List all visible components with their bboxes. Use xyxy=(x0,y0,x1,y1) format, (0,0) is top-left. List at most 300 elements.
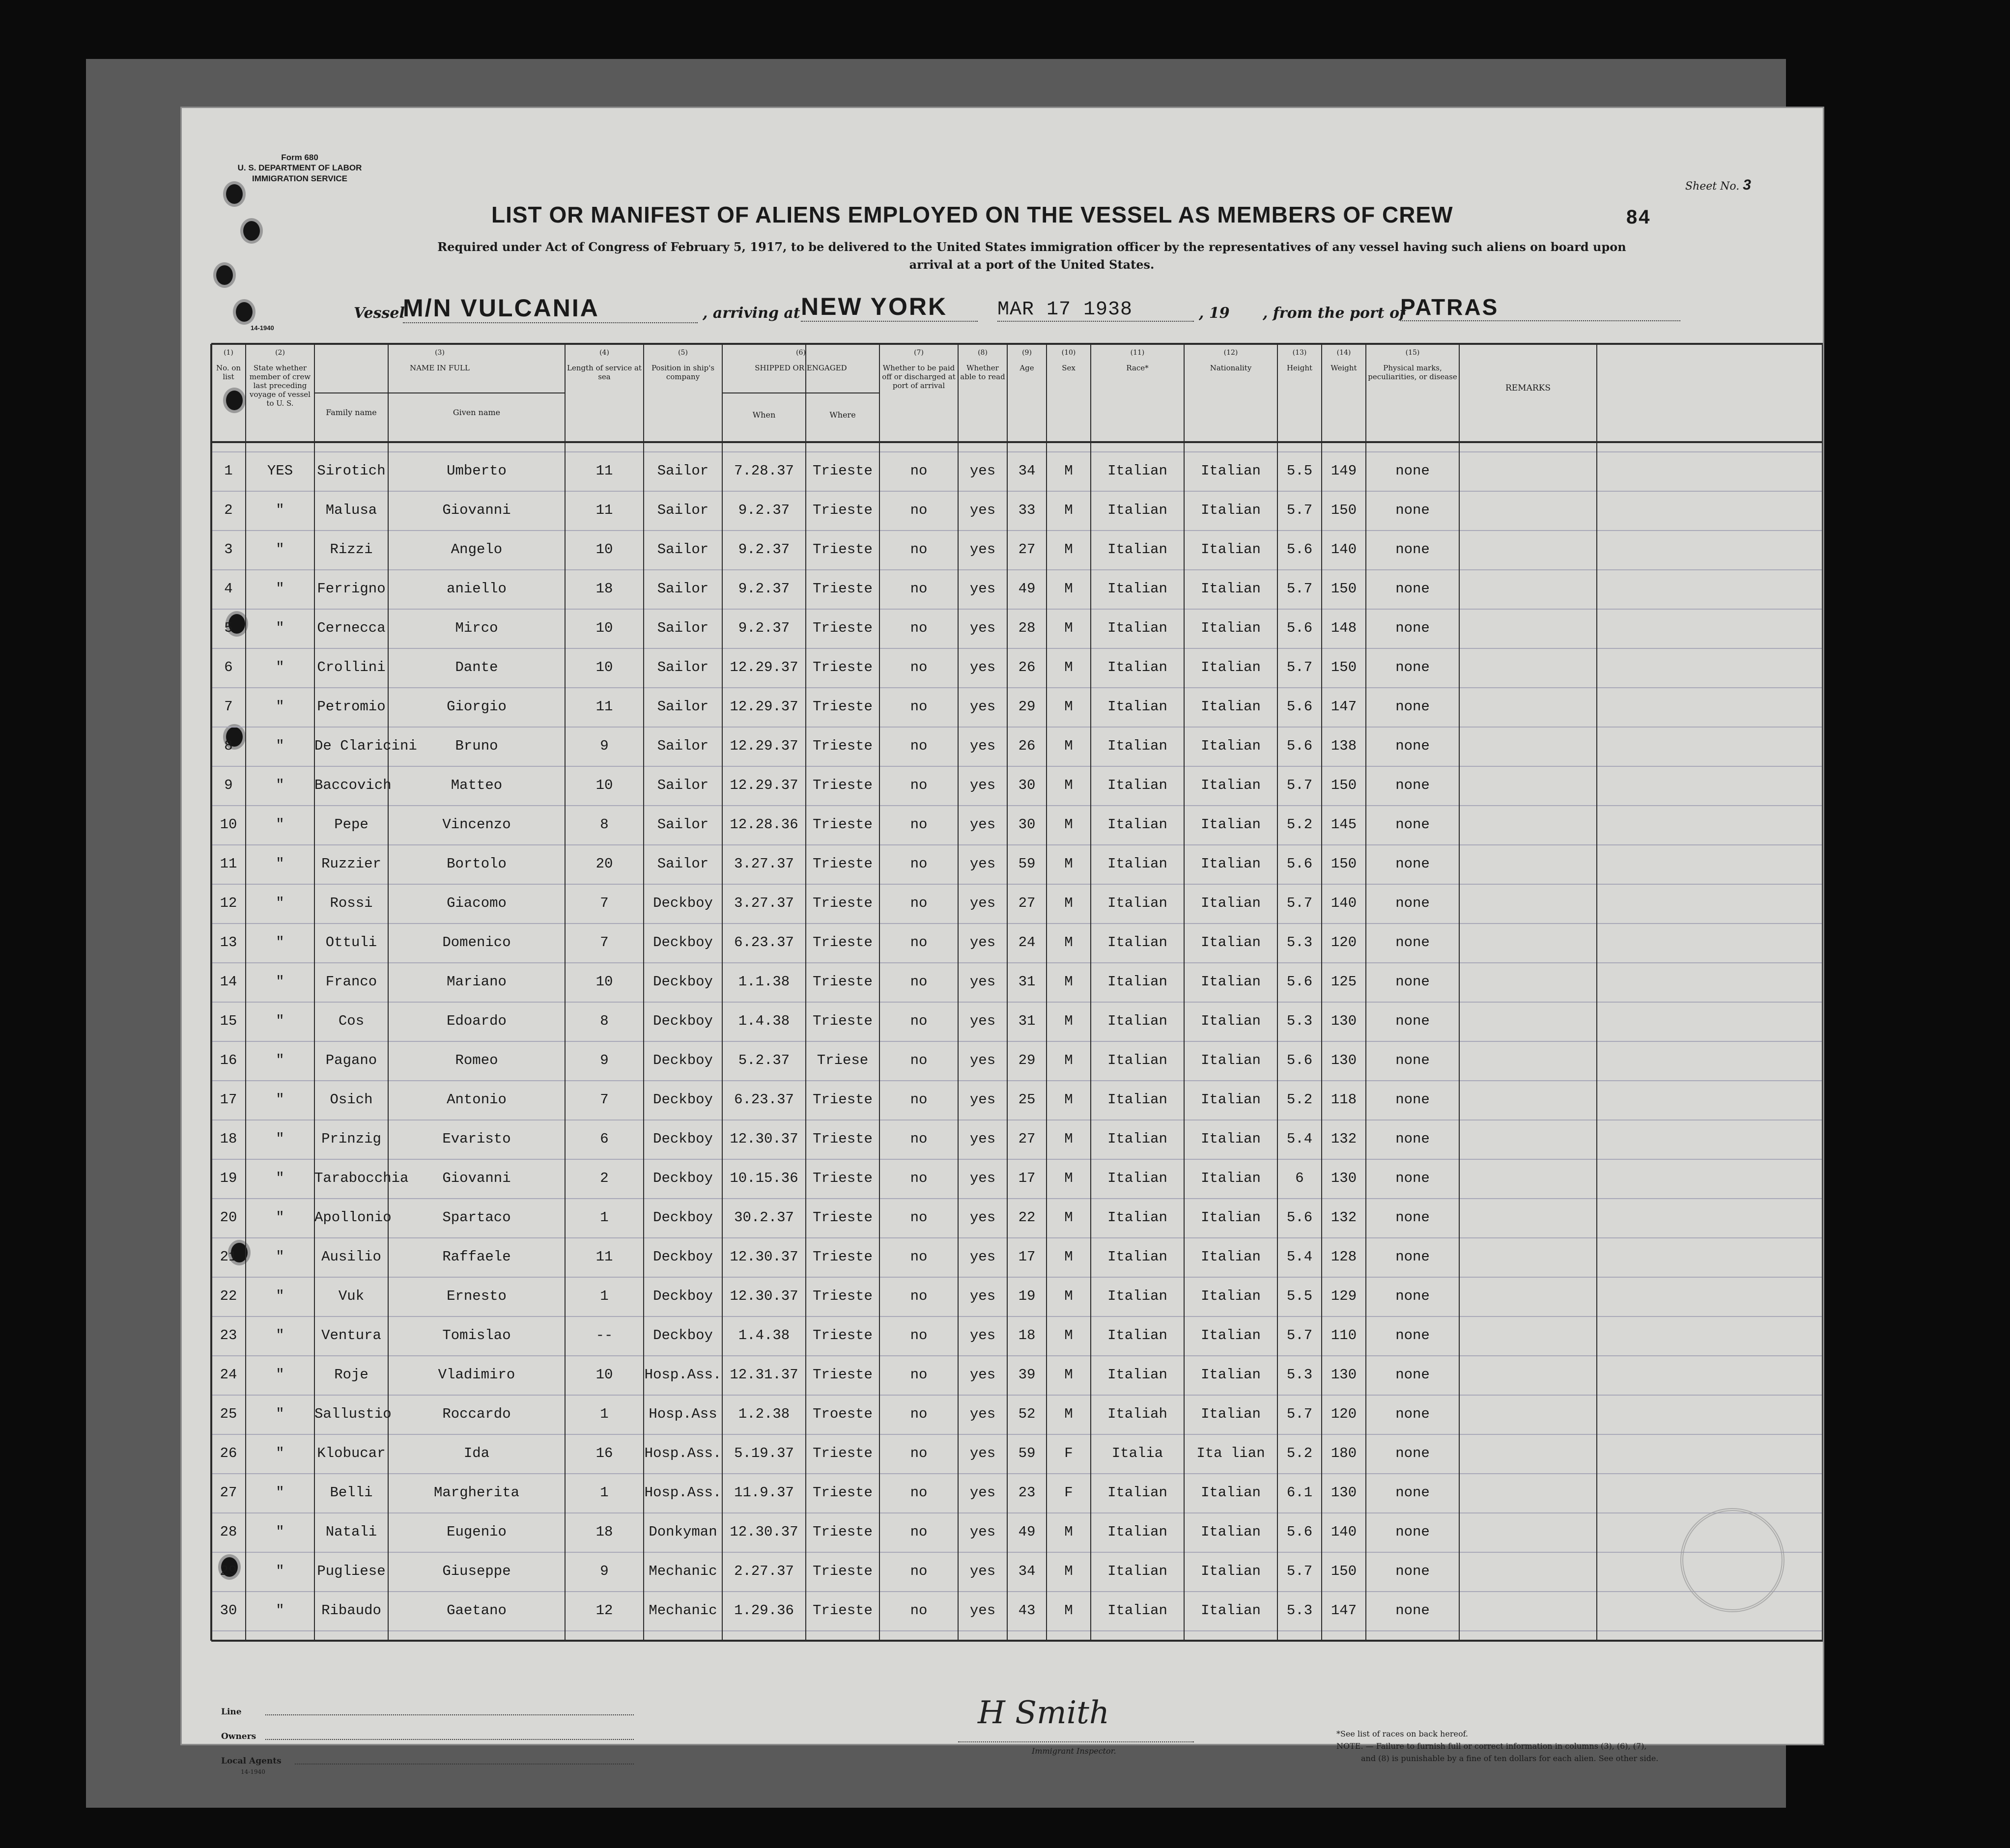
row-length-service: 10 xyxy=(595,974,613,990)
row-physical: none xyxy=(1395,1406,1430,1422)
row-physical: none xyxy=(1395,738,1430,754)
row-age: 17 xyxy=(1018,1170,1036,1186)
row-number: 5 xyxy=(224,620,233,636)
row-weight: 140 xyxy=(1331,1524,1357,1540)
row-where: Trieste xyxy=(813,895,873,911)
row-given-name: Mariano xyxy=(447,974,507,990)
row-given-name: Gaetano xyxy=(447,1602,507,1619)
row-height: 5.7 xyxy=(1286,1406,1313,1422)
row-where: Trieste xyxy=(813,502,873,518)
row-state: " xyxy=(276,1563,284,1579)
row-paid-off: no xyxy=(910,816,928,833)
row-paid-off: no xyxy=(910,1406,928,1422)
row-family-name: Ventura xyxy=(321,1327,381,1344)
row-weight: 147 xyxy=(1331,1602,1357,1619)
row-age: 59 xyxy=(1018,856,1036,872)
row-nationality: Italian xyxy=(1201,1092,1261,1108)
row-when: 11.9.37 xyxy=(734,1484,794,1501)
row-sex: M xyxy=(1064,463,1073,479)
row-paid-off: no xyxy=(910,1602,928,1619)
column-number: (9) xyxy=(1022,349,1032,357)
row-race: Italian xyxy=(1107,463,1167,479)
row-nationality: Italian xyxy=(1201,463,1261,479)
row-where: Trieste xyxy=(813,620,873,636)
row-weight: 130 xyxy=(1331,1484,1357,1501)
row-sex: M xyxy=(1064,738,1073,754)
row-family-name: De Claricini xyxy=(314,738,417,754)
row-where: Trieste xyxy=(813,463,873,479)
row-race: Italian xyxy=(1107,699,1167,715)
row-where: Triese xyxy=(817,1052,869,1068)
row-sex: M xyxy=(1064,699,1073,715)
page-number: 84 xyxy=(1626,206,1651,228)
row-when: 6.23.37 xyxy=(734,1092,794,1108)
row-weight: 149 xyxy=(1331,463,1357,479)
row-paid-off: no xyxy=(910,1288,928,1304)
races-note: *See list of races on back hereof. xyxy=(1336,1729,1469,1738)
crew-table xyxy=(182,108,1823,1744)
row-where: Troeste xyxy=(813,1406,873,1422)
row-paid-off: no xyxy=(910,1524,928,1540)
row-family-name: Petromio xyxy=(317,699,386,715)
row-race: Italian xyxy=(1107,1484,1167,1501)
row-position: Mechanic xyxy=(649,1602,717,1619)
row-sex: M xyxy=(1064,1524,1073,1540)
row-weight: 140 xyxy=(1331,541,1357,558)
row-age: 49 xyxy=(1018,1524,1036,1540)
row-family-name: Rizzi xyxy=(330,541,373,558)
inspection-stamp xyxy=(1680,1508,1784,1612)
row-physical: none xyxy=(1395,895,1430,911)
department: U. S. DEPARTMENT OF LABOR xyxy=(237,163,362,173)
row-race: Italian xyxy=(1107,1602,1167,1619)
row-when: 12.29.37 xyxy=(730,738,798,754)
row-number: 2 xyxy=(224,502,233,518)
row-number: 28 xyxy=(220,1524,237,1540)
column-number: (8) xyxy=(978,349,988,357)
row-state: " xyxy=(276,934,284,951)
row-position: Deckboy xyxy=(653,1288,713,1304)
row-when: 12.30.37 xyxy=(730,1131,798,1147)
row-family-name: Apollonio xyxy=(314,1209,392,1226)
row-race: Italian xyxy=(1107,1563,1167,1579)
row-when: 3.27.37 xyxy=(734,895,794,911)
row-number: 3 xyxy=(224,541,233,558)
header-height: Height xyxy=(1286,364,1313,372)
row-state: " xyxy=(276,541,284,558)
subtitle-line2: arrival at a port of the United States. xyxy=(909,257,1155,272)
row-state: " xyxy=(276,502,284,518)
vessel-label: Vessel xyxy=(354,305,405,322)
row-height: 5.6 xyxy=(1286,738,1313,754)
row-able-to-read: yes xyxy=(969,856,996,872)
row-paid-off: no xyxy=(910,620,928,636)
row-age: 26 xyxy=(1018,659,1036,675)
row-state: " xyxy=(276,1249,284,1265)
row-paid-off: no xyxy=(910,738,928,754)
row-where: Trieste xyxy=(813,581,873,597)
row-given-name: Ernesto xyxy=(447,1288,507,1304)
row-number: 9 xyxy=(224,777,233,793)
row-state: YES xyxy=(267,463,293,479)
row-height: 6 xyxy=(1295,1170,1304,1186)
row-physical: none xyxy=(1395,699,1430,715)
row-able-to-read: yes xyxy=(969,777,996,793)
row-race: Italian xyxy=(1107,777,1167,793)
row-position: Sailor xyxy=(657,777,709,793)
row-family-name: Sirotich xyxy=(317,463,386,479)
row-where: Trieste xyxy=(813,934,873,951)
row-given-name: Vincenzo xyxy=(442,816,511,833)
form-number: Form 680 xyxy=(281,153,318,162)
row-state: " xyxy=(276,659,284,675)
column-number: (11) xyxy=(1130,349,1145,357)
row-sex: M xyxy=(1064,1052,1073,1068)
row-family-name: Ausilio xyxy=(321,1249,381,1265)
service: IMMIGRATION SERVICE xyxy=(252,173,347,183)
row-height: 5.7 xyxy=(1286,581,1313,597)
row-length-service: 12 xyxy=(595,1602,613,1619)
row-height: 5.7 xyxy=(1286,777,1313,793)
row-when: 6.23.37 xyxy=(734,934,794,951)
row-where: Trieste xyxy=(813,659,873,675)
column-number: (4) xyxy=(599,349,609,357)
row-when: 12.30.37 xyxy=(730,1524,798,1540)
row-number: 27 xyxy=(220,1484,237,1501)
row-number: 25 xyxy=(220,1406,237,1422)
row-able-to-read: yes xyxy=(969,934,996,951)
row-when: 9.2.37 xyxy=(738,620,790,636)
row-where: Trieste xyxy=(813,699,873,715)
row-able-to-read: yes xyxy=(969,1170,996,1186)
row-physical: none xyxy=(1395,502,1430,518)
row-height: 5.7 xyxy=(1286,1563,1313,1579)
row-length-service: 18 xyxy=(595,581,613,597)
row-age: 22 xyxy=(1018,1209,1036,1226)
column-number: (15) xyxy=(1405,349,1420,357)
row-given-name: Raffaele xyxy=(442,1249,511,1265)
row-weight: 132 xyxy=(1331,1209,1357,1226)
row-sex: M xyxy=(1064,1367,1073,1383)
header-paid-off: Whether to be paid off or discharged at port of arrival xyxy=(882,364,956,390)
row-age: 31 xyxy=(1018,1013,1036,1029)
row-position: Sailor xyxy=(657,699,709,715)
row-where: Trieste xyxy=(813,1209,873,1226)
row-able-to-read: yes xyxy=(969,816,996,833)
row-sex: F xyxy=(1064,1445,1073,1461)
row-length-service: 2 xyxy=(600,1170,609,1186)
row-weight: 145 xyxy=(1331,816,1357,833)
row-position: Deckboy xyxy=(653,1131,713,1147)
row-where: Trieste xyxy=(813,1445,873,1461)
row-paid-off: no xyxy=(910,1209,928,1226)
row-age: 18 xyxy=(1018,1327,1036,1344)
row-age: 30 xyxy=(1018,816,1036,833)
row-sex: M xyxy=(1064,856,1073,872)
row-able-to-read: yes xyxy=(969,1131,996,1147)
row-race: Italian xyxy=(1107,581,1167,597)
row-height: 5.4 xyxy=(1286,1131,1313,1147)
row-sex: M xyxy=(1064,1170,1073,1186)
row-height: 5.2 xyxy=(1286,1092,1313,1108)
row-length-service: -- xyxy=(595,1327,613,1344)
row-length-service: 11 xyxy=(595,502,613,518)
header-when: When xyxy=(752,410,776,420)
row-height: 5.6 xyxy=(1286,974,1313,990)
row-weight: 130 xyxy=(1331,1013,1357,1029)
row-position: Deckboy xyxy=(653,1092,713,1108)
row-physical: none xyxy=(1395,541,1430,558)
row-family-name: Rossi xyxy=(330,895,373,911)
column-number: (1) xyxy=(224,349,233,357)
row-age: 23 xyxy=(1018,1484,1036,1501)
row-number: 30 xyxy=(220,1602,237,1619)
row-paid-off: no xyxy=(910,974,928,990)
row-nationality: Italian xyxy=(1201,1249,1261,1265)
row-weight: 180 xyxy=(1331,1445,1357,1461)
row-number: 4 xyxy=(224,581,233,597)
row-height: 5.2 xyxy=(1286,1445,1313,1461)
row-position: Deckboy xyxy=(653,1013,713,1029)
row-age: 31 xyxy=(1018,974,1036,990)
row-paid-off: no xyxy=(910,463,928,479)
row-number: 19 xyxy=(220,1170,237,1186)
row-race: Italian xyxy=(1107,541,1167,558)
row-where: Trieste xyxy=(813,1131,873,1147)
row-sex: M xyxy=(1064,1602,1073,1619)
row-weight: 147 xyxy=(1331,699,1357,715)
row-where: Trieste xyxy=(813,856,873,872)
row-length-service: 9 xyxy=(600,1052,609,1068)
row-family-name: Cernecca xyxy=(317,620,386,636)
row-nationality: Italian xyxy=(1201,699,1261,715)
row-given-name: Tomislao xyxy=(442,1327,511,1344)
row-weight: 138 xyxy=(1331,738,1357,754)
row-nationality: Italian xyxy=(1201,1170,1261,1186)
from-port: PATRAS xyxy=(1400,294,1680,321)
column-number: (3) xyxy=(435,349,445,357)
row-race: Italian xyxy=(1107,856,1167,872)
row-paid-off: no xyxy=(910,934,928,951)
row-height: 5.6 xyxy=(1286,1524,1313,1540)
row-state: " xyxy=(276,1445,284,1461)
from-label: , from the port of xyxy=(1263,305,1406,322)
row-race: Italian xyxy=(1107,620,1167,636)
row-paid-off: no xyxy=(910,1013,928,1029)
row-race: Italia xyxy=(1111,1445,1163,1461)
row-age: 34 xyxy=(1018,463,1036,479)
row-nationality: Italian xyxy=(1201,895,1261,911)
row-position: Hosp.Ass. xyxy=(644,1445,722,1461)
row-paid-off: no xyxy=(910,1445,928,1461)
row-where: Trieste xyxy=(813,1602,873,1619)
row-able-to-read: yes xyxy=(969,1249,996,1265)
header-nationality: Nationality xyxy=(1210,364,1252,372)
row-state: " xyxy=(276,856,284,872)
row-length-service: 7 xyxy=(600,895,609,911)
row-able-to-read: yes xyxy=(969,1484,996,1501)
row-age: 34 xyxy=(1018,1563,1036,1579)
row-nationality: Italian xyxy=(1201,934,1261,951)
row-number: 13 xyxy=(220,934,237,951)
row-state: " xyxy=(276,974,284,990)
row-given-name: Bortolo xyxy=(447,856,507,872)
row-when: 3.27.37 xyxy=(734,856,794,872)
arriving-label: , arriving at xyxy=(703,305,800,322)
row-family-name: Franco xyxy=(325,974,377,990)
page-title: LIST OR MANIFEST OF ALIENS EMPLOYED ON THE VESSEL AS MEMBERS OF CREW xyxy=(491,202,1453,227)
row-when: 9.2.37 xyxy=(738,541,790,558)
row-position: Sailor xyxy=(657,581,709,597)
row-paid-off: no xyxy=(910,895,928,911)
row-race: Italian xyxy=(1107,1170,1167,1186)
row-height: 5.3 xyxy=(1286,1013,1313,1029)
row-able-to-read: yes xyxy=(969,699,996,715)
row-sex: M xyxy=(1064,1013,1073,1029)
row-state: " xyxy=(276,1131,284,1147)
row-where: Trieste xyxy=(813,1484,873,1501)
column-number: (14) xyxy=(1336,349,1351,357)
column-number: (2) xyxy=(275,349,285,357)
row-when: 1.4.38 xyxy=(738,1013,790,1029)
row-family-name: Crollini xyxy=(317,659,386,675)
row-where: Trieste xyxy=(813,1367,873,1383)
row-physical: none xyxy=(1395,816,1430,833)
row-state: " xyxy=(276,699,284,715)
row-height: 5.7 xyxy=(1286,502,1313,518)
row-sex: M xyxy=(1064,895,1073,911)
row-race: Italian xyxy=(1107,1249,1167,1265)
row-number: 6 xyxy=(224,659,233,675)
row-height: 5.6 xyxy=(1286,620,1313,636)
row-position: Deckboy xyxy=(653,1327,713,1344)
row-position: Sailor xyxy=(657,659,709,675)
column-number: (6) xyxy=(796,349,806,357)
row-length-service: 10 xyxy=(595,659,613,675)
row-where: Trieste xyxy=(813,1092,873,1108)
row-where: Trieste xyxy=(813,974,873,990)
row-given-name: Umberto xyxy=(447,463,507,479)
row-family-name: Belli xyxy=(330,1484,373,1501)
row-length-service: 10 xyxy=(595,620,613,636)
row-family-name: Osich xyxy=(330,1092,373,1108)
row-height: 5.7 xyxy=(1286,895,1313,911)
row-sex: M xyxy=(1064,1131,1073,1147)
row-length-service: 7 xyxy=(600,934,609,951)
row-physical: none xyxy=(1395,856,1430,872)
row-position: Sailor xyxy=(657,856,709,872)
row-able-to-read: yes xyxy=(969,502,996,518)
row-number: 21 xyxy=(220,1249,237,1265)
row-weight: 128 xyxy=(1331,1249,1357,1265)
row-family-name: Natali xyxy=(325,1524,377,1540)
row-sex: M xyxy=(1064,934,1073,951)
row-physical: none xyxy=(1395,581,1430,597)
row-given-name: Giorgio xyxy=(447,699,507,715)
row-when: 12.29.37 xyxy=(730,777,798,793)
row-paid-off: no xyxy=(910,699,928,715)
row-length-service: 8 xyxy=(600,816,609,833)
row-sex: M xyxy=(1064,1092,1073,1108)
row-physical: none xyxy=(1395,934,1430,951)
row-nationality: Italian xyxy=(1201,1052,1261,1068)
row-family-name: Vuk xyxy=(338,1288,365,1304)
subtitle-line1: Required under Act of Congress of February 5, 1917, to be delivered to the United States immigration officer by the representatives of any vessel having such aliens on board upon xyxy=(437,240,1626,254)
row-weight: 150 xyxy=(1331,856,1357,872)
row-age: 28 xyxy=(1018,620,1036,636)
header-able-to-read: Whether able to read xyxy=(960,364,1005,381)
row-position: Deckboy xyxy=(653,934,713,951)
row-able-to-read: yes xyxy=(969,541,996,558)
row-height: 5.6 xyxy=(1286,1209,1313,1226)
row-given-name: Antonio xyxy=(447,1092,507,1108)
row-race: Italian xyxy=(1107,974,1167,990)
vessel-name: M/N VULCANIA xyxy=(403,294,698,323)
row-given-name: Giovanni xyxy=(442,1170,511,1186)
row-given-name: Angelo xyxy=(451,541,503,558)
row-sex: M xyxy=(1064,1209,1073,1226)
row-age: 43 xyxy=(1018,1602,1036,1619)
row-age: 25 xyxy=(1018,1092,1036,1108)
year-label: , 19 xyxy=(1199,305,1230,322)
row-number: 18 xyxy=(220,1131,237,1147)
row-state: " xyxy=(276,1327,284,1344)
row-where: Trieste xyxy=(813,1524,873,1540)
row-where: Trieste xyxy=(813,1288,873,1304)
row-sex: M xyxy=(1064,1288,1073,1304)
row-number: 1 xyxy=(224,463,233,479)
row-sex: M xyxy=(1064,659,1073,675)
row-number: 14 xyxy=(220,974,237,990)
row-family-name: Roje xyxy=(334,1367,368,1383)
row-where: Trieste xyxy=(813,738,873,754)
row-age: 27 xyxy=(1018,541,1036,558)
signature-line xyxy=(958,1741,1194,1742)
row-length-service: 9 xyxy=(600,1563,609,1579)
row-physical: none xyxy=(1395,1170,1430,1186)
row-given-name: Dante xyxy=(455,659,498,675)
header-position: Position in ship's company xyxy=(651,364,715,381)
row-when: 12.31.37 xyxy=(730,1367,798,1383)
row-number: 23 xyxy=(220,1327,237,1344)
row-family-name: Ottuli xyxy=(325,934,377,951)
row-physical: none xyxy=(1395,1131,1430,1147)
row-nationality: Italian xyxy=(1201,816,1261,833)
row-family-name: Baccovich xyxy=(314,777,392,793)
row-when: 12.30.37 xyxy=(730,1288,798,1304)
column-number: (10) xyxy=(1061,349,1076,357)
row-sex: M xyxy=(1064,502,1073,518)
row-nationality: Italian xyxy=(1201,502,1261,518)
row-nationality: Italian xyxy=(1201,974,1261,990)
row-able-to-read: yes xyxy=(969,1052,996,1068)
row-paid-off: no xyxy=(910,659,928,675)
row-paid-off: no xyxy=(910,1327,928,1344)
row-able-to-read: yes xyxy=(969,738,996,754)
row-position: Deckboy xyxy=(653,1249,713,1265)
row-physical: none xyxy=(1395,1367,1430,1383)
row-number: 12 xyxy=(220,895,237,911)
row-sex: M xyxy=(1064,1563,1073,1579)
row-position: Donkyman xyxy=(649,1524,717,1540)
row-race: Italian xyxy=(1107,1524,1167,1540)
row-physical: none xyxy=(1395,1524,1430,1540)
row-height: 5.3 xyxy=(1286,1367,1313,1383)
row-where: Trieste xyxy=(813,1249,873,1265)
row-able-to-read: yes xyxy=(969,895,996,911)
row-position: Sailor xyxy=(657,816,709,833)
row-paid-off: no xyxy=(910,502,928,518)
